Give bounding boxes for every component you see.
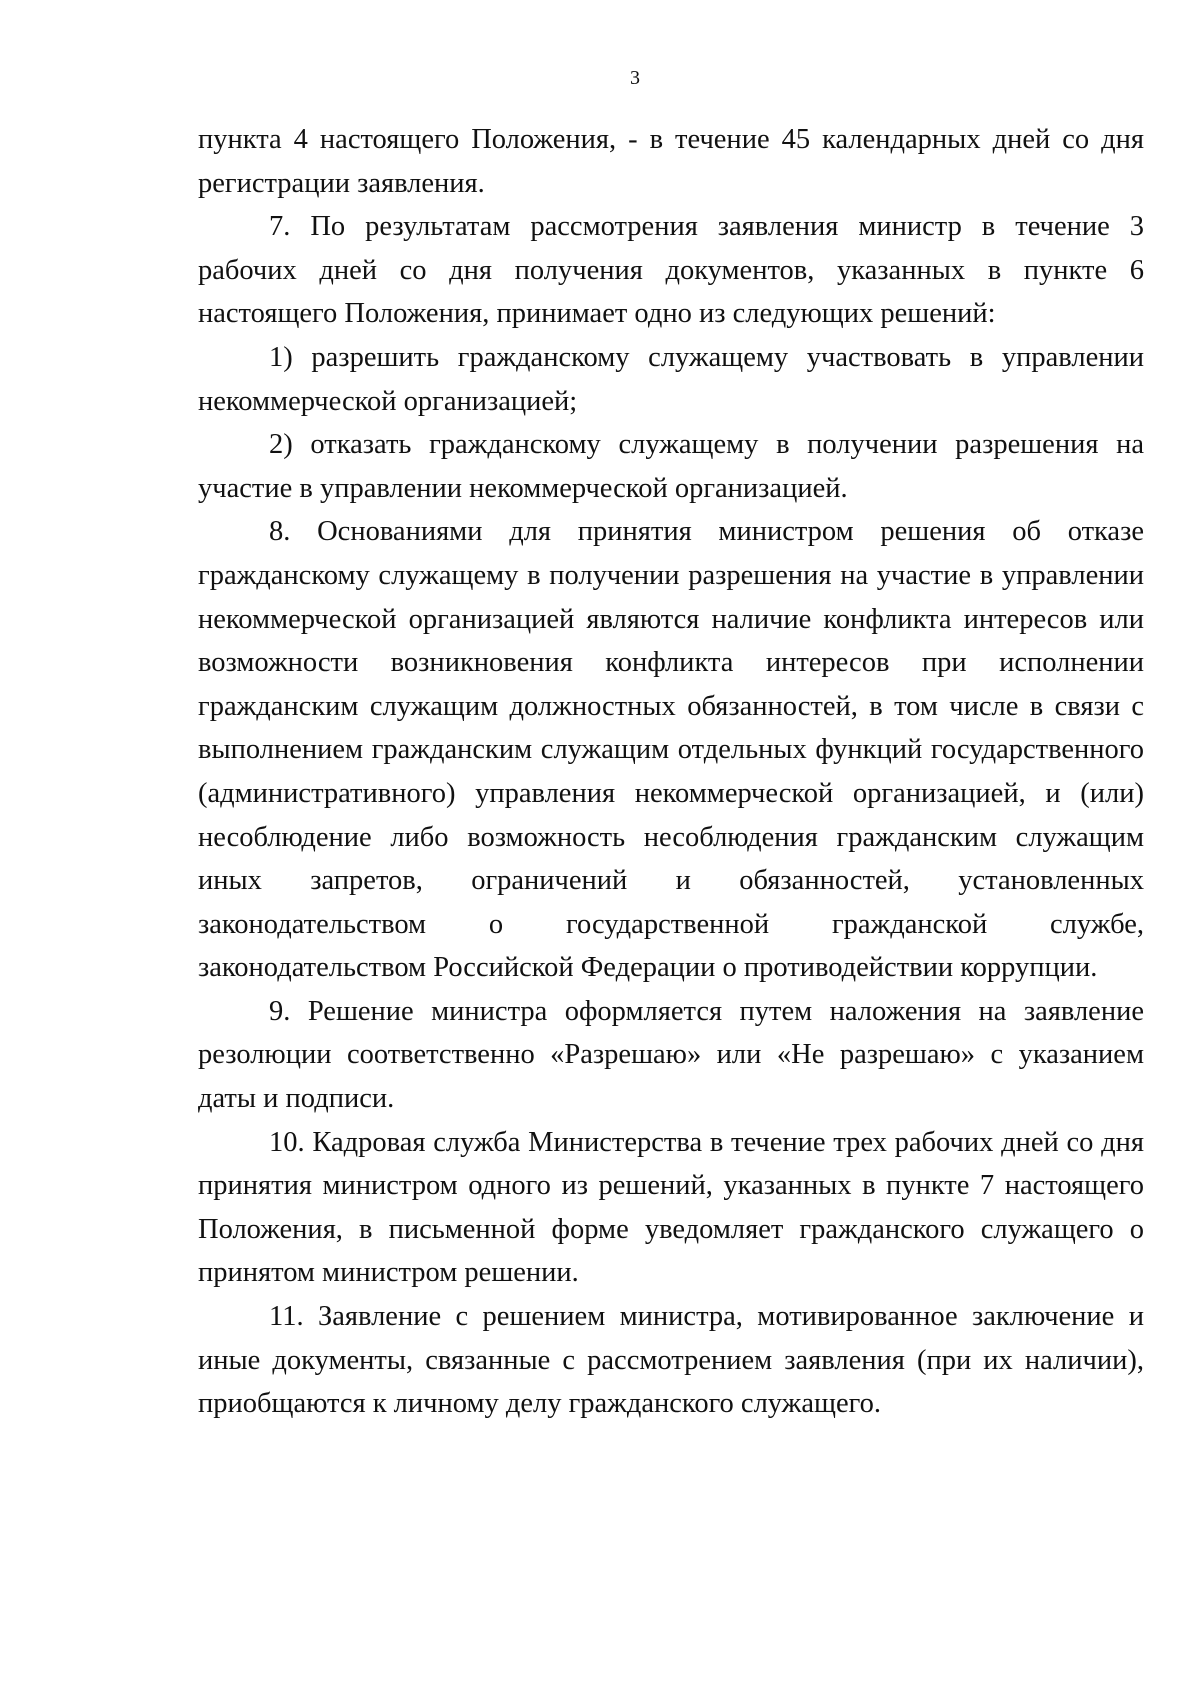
paragraph-8: 8. Основаниями для принятия министром решения об отказе гражданскому служащему в получении разрешения на участие в управлении некоммерческой организацией являются наличие конфликта интересов или возможности возникновения конфликта интересов при исполнении гражданским служащим должностных обязанностей, в том числе в связи с выполнением гражданским служащим отдельных функций государственного (административного) управления некоммерческой организацией, и (или) несоблюдение либо возможность несоблюдения гражданским служащим иных запретов, ограничений и обязанностей, установленных законодательством о государственной гражданской службе, законодательством Российской Федерации о противодействии коррупции. — [198, 516, 1144, 984]
paragraph-7-item-1: 1) разрешить гражданскому служащему участвовать в управлении некоммерческой организацией; — [198, 341, 1144, 417]
paragraph-10: 10. Кадровая служба Министерства в течение трех рабочих дней со дня принятия министром одного из решений, указанных в пункте 7 настоящего Положения, в письменной форме уведомляет гражданского служащего о принятом министром решении. — [198, 1126, 1144, 1289]
paragraph-9: 9. Решение министра оформляется путем наложения на заявление резолюции соответственно «Разрешаю» или «Не разрешаю» с указанием даты и подписи. — [198, 995, 1144, 1115]
page-number: 3 — [630, 67, 640, 89]
paragraph-7: 7. По результатам рассмотрения заявления министр в течение 3 рабочих дней со дня получения документов, указанных в пункте 6 настоящего Положения, принимает одно из следующих решений: — [198, 211, 1144, 330]
paragraph-11: 11. Заявление с решением министра, мотивированное заключение и иные документы, связанные с рассмотрением заявления (при их наличии), приобщаются к личному делу гражданского служащего. — [198, 1301, 1144, 1420]
paragraph-continuation: пункта 4 настоящего Положения, - в течение 45 календарных дней со дня регистрации заявления. — [198, 124, 1144, 199]
paragraph-7-item-2: 2) отказать гражданскому служащему в получении разрешения на участие в управлении некоммерческой организацией. — [198, 429, 1144, 504]
document-body — [198, 118, 1144, 1426]
